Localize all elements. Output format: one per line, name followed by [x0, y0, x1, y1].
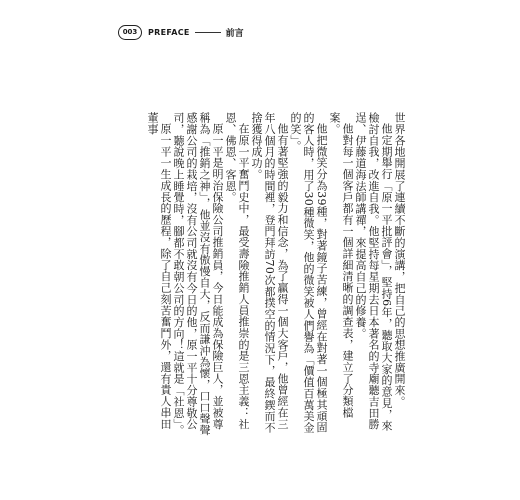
paragraph: 原一平是明治保險公司推銷員，今日能成為保險巨人，並被尊稱為「推銷之神」，他並沒有傲慢自大，反而謙沖為懷，口口聲聲感謝公司的栽培，沒有公司就沒有今日的他，原一平十分尊敬公司，聽說晚上睡覺時，腳都不敢朝公司的方向！這就是「社恩」。 — [172, 112, 224, 436]
paragraph: 他把微笑分為39種，對著鏡子苦練，曾經在對著一個極其頑固的客人時，用了30種微笑，他的微笑被人們譽為「價值百萬美金的笑」。 — [289, 112, 328, 434]
vertical-body-text — [124, 112, 406, 438]
paragraph: 世界各地開展了連續不斷的演講，把自己的思想推廣開來。 — [393, 112, 406, 408]
section-title-zh: 前言 — [225, 28, 244, 39]
paragraph: 他定期舉行「原一平批評會」，堅持6年，聽取大家的意見，來檢討自我，改進自我。他堅持每星期去日本著名的寺廟聽吉田勝逞、伊藤道海法師講禪，來提高自己的修養。 — [354, 112, 393, 432]
page-number: 003 — [118, 25, 142, 40]
header-divider — [195, 32, 221, 33]
paragraph: 在原一平奮鬥史中，最受壽險推銷人員推崇的是三恩主義：社恩、佛恩、客恩。 — [224, 112, 250, 430]
running-header — [118, 24, 244, 40]
paragraph: 原一平一生成長的歷程，除了自己刻苦奮鬥外，還有貴人串田董事 — [146, 112, 172, 430]
section-title-en: PREFACE — [148, 27, 190, 37]
paragraph: 他有著堅強的毅力和信念，為了贏得一個大客戶，他曾經在三年八個月的時間裡，登門拜訪70次都撲空的情況下，最終鍥而不捨獲得成功。 — [250, 112, 289, 434]
paragraph: 他對每一個客戶都有一個詳細清晰的調查表，建立了分類檔案。 — [328, 112, 354, 419]
